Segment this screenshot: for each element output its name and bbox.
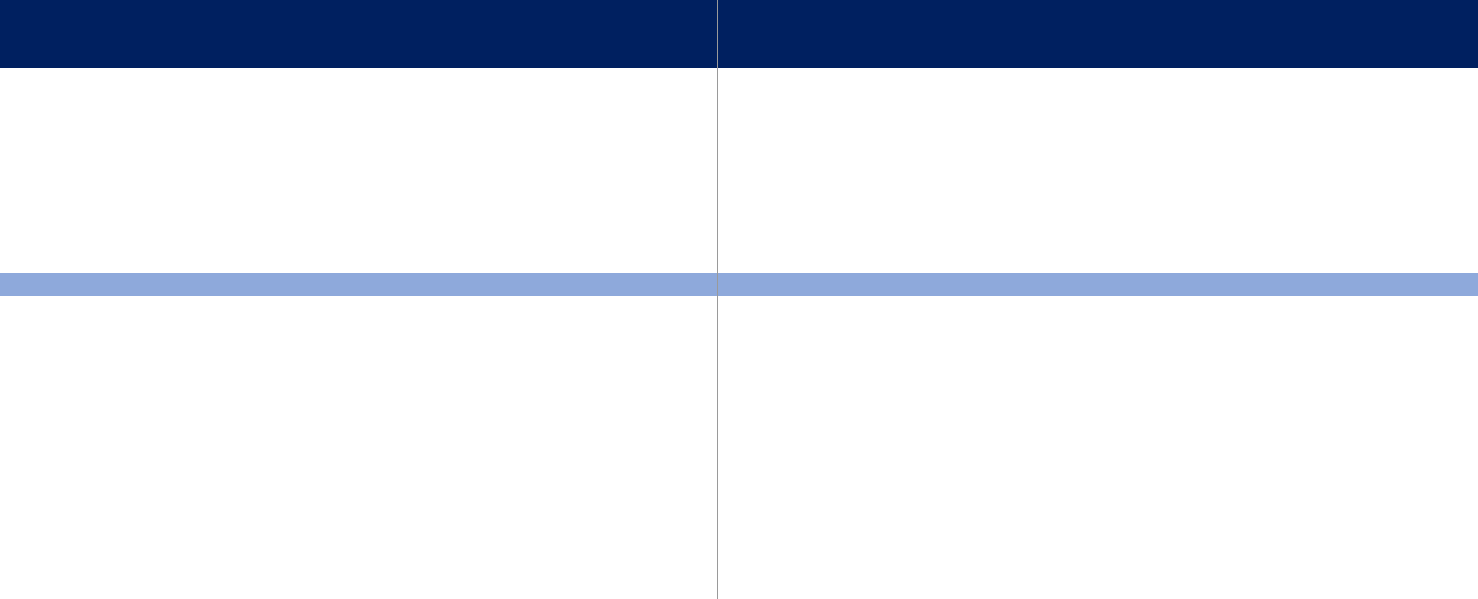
pl-section-band [0, 273, 1478, 296]
timeline-header [0, 0, 1478, 68]
freeze-pane-divider [717, 0, 718, 599]
